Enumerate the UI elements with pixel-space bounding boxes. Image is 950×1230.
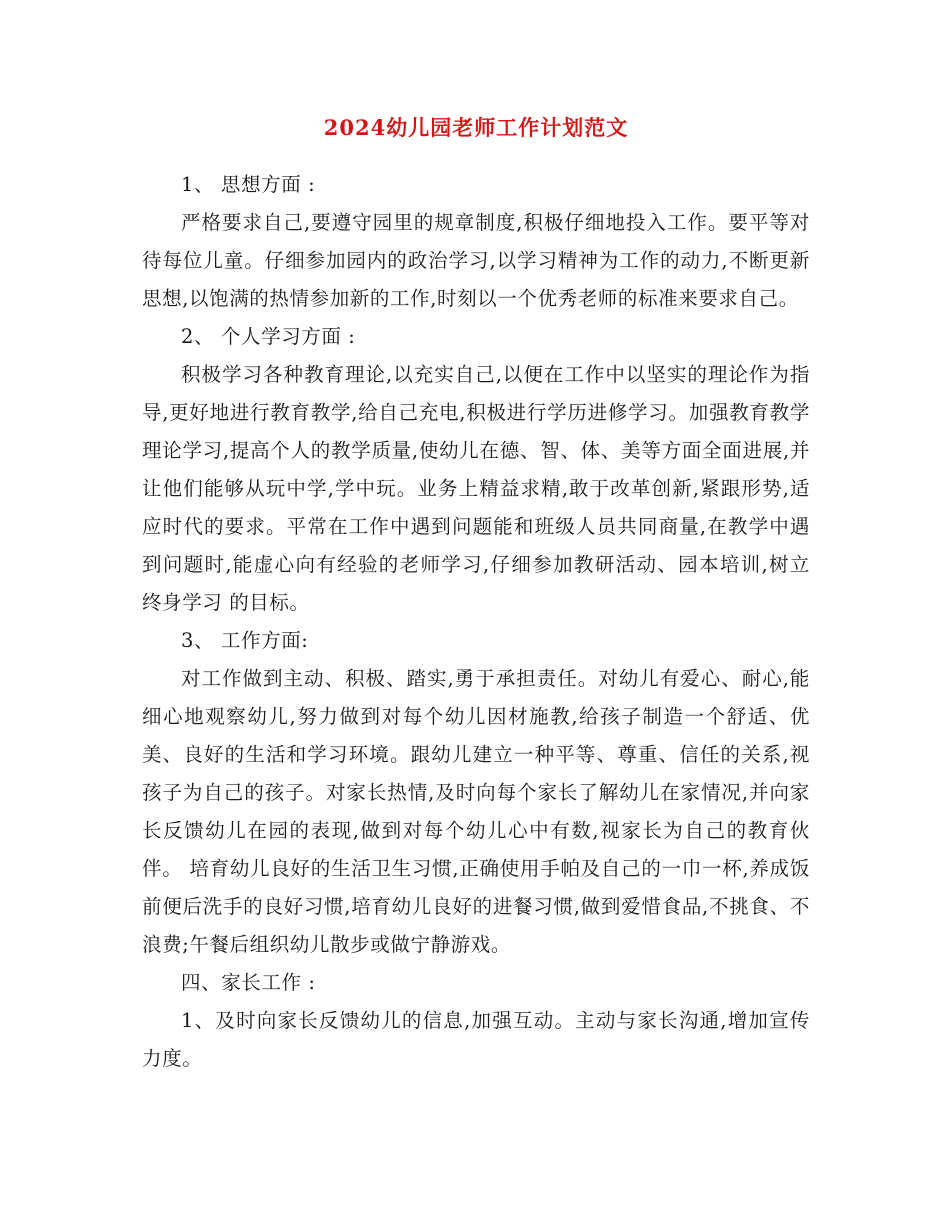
paragraph-study: 积极学习各种教育理论,以充实自己,以便在工作中以坚实的理论作为指导,更好地进行教育教学,给自己充电,积极进行学历进修学习。加强教育教学理论学习,提高个人的教学质量,使幼儿在德、智、体、美等方面全面进展,并让他们能够从玩中学,学中玩。业务上精益求精,敢于改革创新,紧跟形势,适应时代的要求。平常在工作中遇到问题能和班级人员共同商量,在教学中遇到问题时,能虚心向有经验的老师学习,仔细参加教研活动、园本培训,树立 终身学习 的目标。 <box>142 363 810 614</box>
section-heading-parents: 四、家长工作 : <box>181 971 316 994</box>
section-heading-work: 3、 工作方面: <box>181 629 309 652</box>
paragraph-parents: 1、及时向家长反馈幼儿的信息,加强互动。主动与家长沟通,增加宣传力度。 <box>142 1009 810 1070</box>
section-heading-thought: 1、 思想方面 : <box>181 173 316 196</box>
section-heading-study: 2、 个人学习方面 : <box>181 325 356 348</box>
document-title: 2024幼儿园老师工作计划范文 <box>323 115 629 140</box>
paragraph-work: 对工作做到主动、积极、踏实,勇于承担责任。对幼儿有爱心、耐心,能细心地观察幼儿,努力做到对每个幼儿因材施教,给孩子制造一个舒适、优美、良好的生活和学习环境。跟幼儿建立一种平等、尊重、信任的关系,视孩子为自己的孩子。对家长热情,及时向每个家长了解幼儿在家情况,并向家长反馈幼儿在园的表现,做到对每个幼儿心中有数,视家长为自己的教育伙伴。 培育幼儿良好的生活卫生习惯,正确使用手帕及自己的一巾一杯,养成饭前便后洗手的良好习惯,培育幼儿良好的进餐习惯,做到爱惜食品,不挑食、不浪费;午餐后组织幼儿散步或做宁静游戏。 <box>142 667 810 956</box>
document-body <box>142 166 810 1078</box>
paragraph-thought: 严格要求自己,要遵守园里的规章制度,积极仔细地投入工作。要平等对待每位儿童。仔细参加园内的政治学习,以学习精神为工作的动力,不断更新思想,以饱满的热情参加新的工作,时刻以一个优秀老师的标准来要求自己。 <box>142 211 810 310</box>
